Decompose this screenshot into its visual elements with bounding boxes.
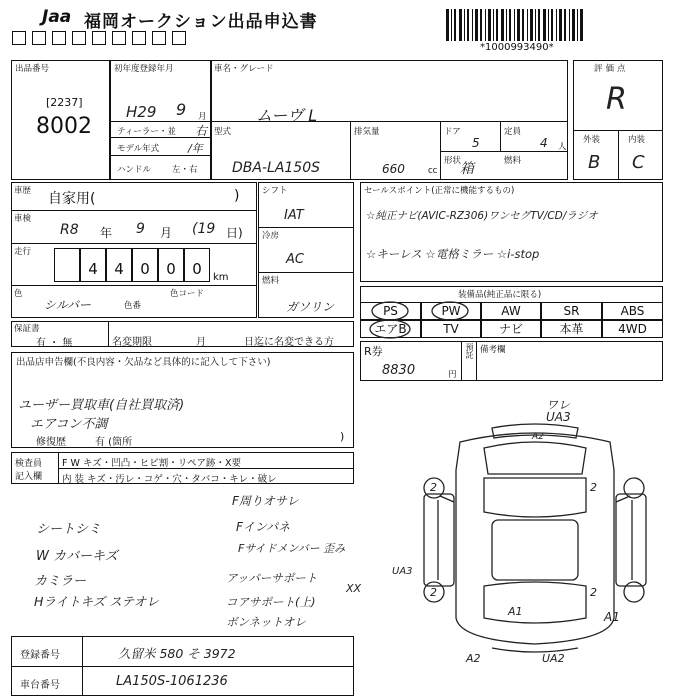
usage-label: 車歴 [14,186,32,196]
inspection-day-unit: 日) [226,226,243,240]
inspection-month: 9 [136,221,145,237]
inspector-note: F周りオサレ [232,494,299,508]
car-damage-diagram [400,418,670,658]
inspector-label1: 検査員 [15,459,43,469]
katashiki-label: 型式 [214,127,232,137]
fuel-value: ガソリン [286,300,335,314]
inspector-note: Fサイドメンバー 歪み [238,542,346,555]
katashiki-value: DBA-LA150S [232,160,320,176]
diagram-mark: 2 [430,481,437,494]
model-name-value: ムーヴ L [256,106,318,125]
ac-value: AC [286,252,304,267]
chassis-label: 車台番号 [20,680,60,691]
equipment-ps: PS [360,302,421,320]
deposit-label: 預託 [465,343,474,359]
diagram-mark: A1 [508,605,523,618]
mileage-digit: 4 [106,248,132,282]
model-year-label: モデル年式 [117,144,160,154]
diagram-mark: 2 [590,586,597,599]
inspector-note: Fインパネ [236,520,291,534]
warranty-label: 保証書 [14,324,40,334]
mileage-label: 走行 [14,247,32,257]
mileage-digit: 0 [132,248,158,282]
inspector-note: ボンネットオレ [226,615,306,629]
color-no-label: 色番 [124,301,142,311]
repair-history-close: ) [340,430,345,443]
diagram-mark: 2 [590,481,597,494]
first-reg-month: 9 [176,100,187,119]
chassis-value: LA150S-1061236 [116,674,228,689]
displacement-unit: cc [428,166,438,176]
dealer-label: ティーラー・並 [117,127,176,137]
rating-score: R [606,82,627,117]
interior-score: C [632,152,645,173]
diagram-mark: UA2 [542,652,565,665]
registration-value: 久留米 580 そ 3972 [118,646,236,661]
registration-label: 登録番号 [20,650,60,661]
checkbox-row [12,31,188,49]
inspector-row1: F W キズ・凹凸・ヒビ割・リペア跡・X要 [62,458,242,469]
shift-value: IAT [284,208,304,223]
lot-number: 8002 [36,114,92,139]
equipment-pw: PW [421,302,481,320]
exterior-score: B [588,152,601,173]
barcode-text: *1000993490* [480,42,554,53]
store-notes-label: 出品店申告欄(不良内容・欠品など具体的に記入して下さい) [16,357,271,368]
capacity-label: 定員 [504,127,522,137]
shape-value: 箱 [460,161,474,177]
inspector-note: アッパーサポート [226,571,318,585]
equipment-label: 装備品(純正品に限る) [458,290,542,300]
mileage-digit: 0 [184,248,210,282]
capacity-unit: 人 [558,142,567,152]
circle-marks [360,300,663,340]
dealer-value: 右 [195,124,208,138]
fuel-label-top: 燃料 [504,156,522,166]
repair-history-label: 修復歴 [36,437,66,448]
model-year-value: /年 [188,142,203,155]
fuel-label: 燃料 [262,276,280,286]
inspector-label2: 記入欄 [15,472,43,482]
displacement-label: 排気量 [354,127,380,137]
vehicle-info-box [110,60,568,180]
inspection-day: (19 [192,221,216,237]
recycle-unit: 円 [448,370,457,380]
barcode [446,9,584,41]
inspection-year-unit: 年 [100,226,113,240]
lot-label: 出品番号 [15,64,50,74]
inspection-month-unit: 月 [160,226,173,240]
mileage-digit [54,248,80,282]
equipment-tv: TV [421,320,481,338]
inspection-label: 車検 [14,214,32,224]
lot-bracket: [2237] [46,96,83,109]
first-reg-label: 初年度登録年月 [114,64,174,74]
equipment-airbag: エアB [360,320,421,338]
usage-close: ) [234,188,240,204]
sales-points-label: セールスポイント(正常に機能するもの) [364,186,515,196]
mileage-digit: 0 [158,248,184,282]
change-period-month: 月 [196,337,206,348]
sales-points-line2: ☆キーレス ☆電格ミラー ☆i-stop [366,247,540,261]
store-notes-line1: ユーザー買取車(自社買取済) [18,398,185,413]
recycle-label: R券 [364,345,383,358]
mileage-digit: 4 [80,248,106,282]
equipment-sr: SR [541,302,602,320]
rating-label: 評価点 [594,64,629,74]
diagram-mark: A1 [604,610,620,624]
diagram-mark: 2 [430,586,437,599]
shift-label: シフト [262,186,288,196]
diagram-mark: ワレ [546,398,571,412]
doors-value: 5 [472,136,480,150]
inspector-row2: 内 装 キズ・汚レ・コゲ・穴・タバコ・キレ・破レ [62,474,277,485]
color-label: 色 [14,289,23,299]
equipment-navi: ナビ [481,320,541,338]
repair-history-value: 有 (箇所 [95,437,133,448]
diagram-mark: UA3 [392,566,413,577]
diagram-mark: A2 [466,652,481,665]
inspector-note: シートシミ [36,522,102,537]
store-notes-line2: エアコン不調 [30,417,108,432]
model-name-label: 車名・グレード [214,64,274,74]
warranty-options: 有 ・ 無 [36,338,73,349]
color-code-label: 色コード [170,289,205,299]
ac-label: 冷房 [262,231,280,241]
mileage-unit: km [213,272,229,283]
inspector-note: Hライトキズ ステオレ [34,594,159,609]
handle-label: ハンドル [117,165,152,175]
recycle-value: 8830 [382,363,416,378]
diagram-mark: A2 [532,432,544,442]
doors-label: ドア [444,127,461,137]
capacity-value: 4 [540,136,548,150]
inspection-era: R8 [60,222,79,238]
shape-label: 形状 [444,156,462,166]
change-period-label: 名変期限 [112,337,152,348]
first-reg-era: H29 [126,103,157,121]
inspector-side-mark: XX [346,582,362,595]
handle-options: 左・右 [172,165,198,175]
inspector-note: コアサポート(上) [226,595,316,609]
displacement-value: 660 [382,162,405,176]
diagram-mark: UA3 [546,410,571,424]
inspector-note: カミラー [34,574,87,589]
inspector-note: W カバーキズ [36,549,118,564]
color-value: シルバー [44,298,91,312]
sales-points-line1: ☆純正ナビ(AVIC-RZ306)ワンセグTV/CD/ラジオ [366,210,598,222]
equipment-abs: ABS [602,302,663,320]
exterior-label: 外装 [583,135,601,145]
auction-logo: Jaa [42,7,72,27]
remarks-label: 備考欄 [480,345,506,355]
equipment-leather: 本革 [541,320,602,338]
equipment-4wd: 4WD [602,320,663,338]
equipment-aw: AW [481,302,541,320]
form-title: 福岡オークション出品申込書 [84,12,318,32]
interior-label: 内装 [628,135,646,145]
first-reg-month-unit: 月 [198,112,207,122]
change-period-note: 日迄に名変できる方 [244,337,334,348]
sales-points-box [360,182,663,282]
usage-value: 自家用( [48,191,96,207]
